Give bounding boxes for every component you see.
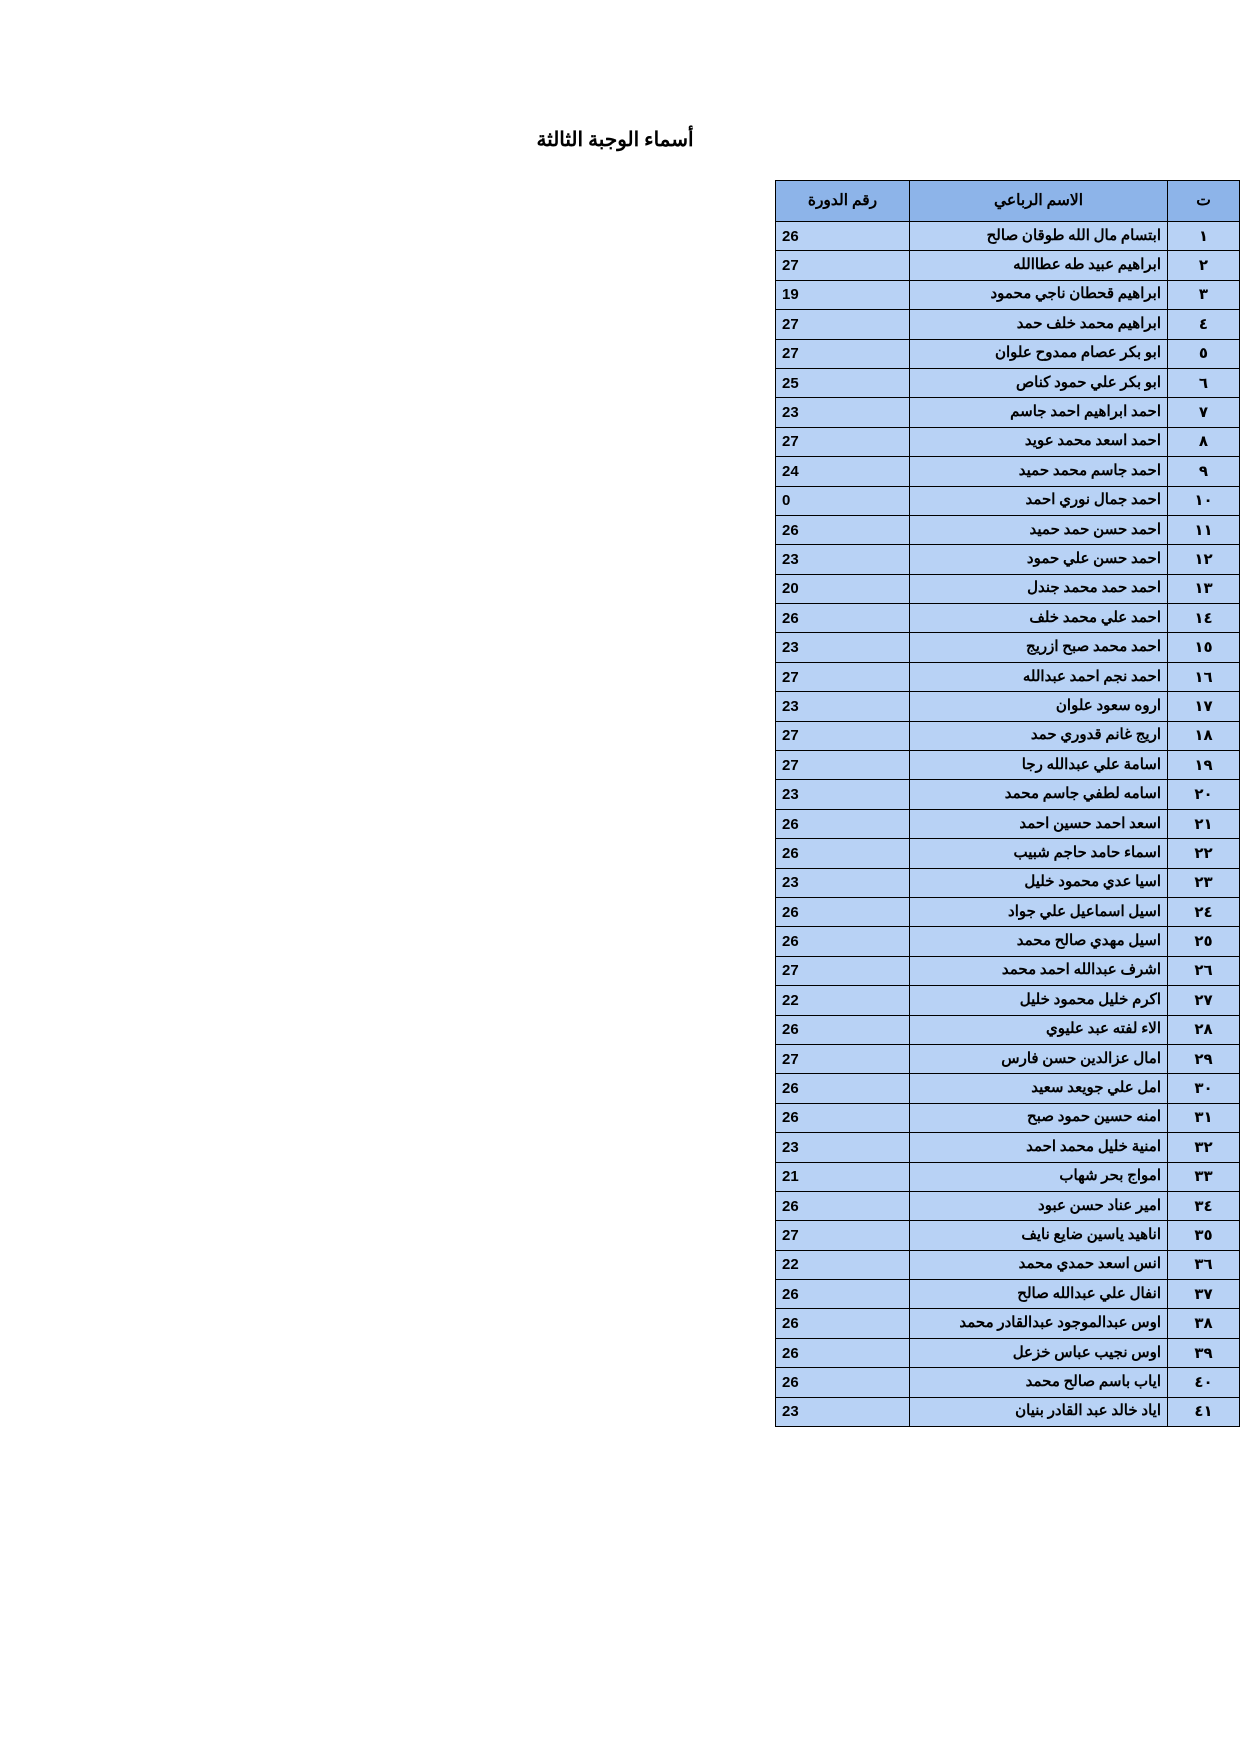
cell-course-number: 23 bbox=[776, 780, 910, 809]
names-table bbox=[775, 180, 1240, 1427]
table-row bbox=[776, 1133, 1240, 1162]
cell-course-number: 26 bbox=[776, 1074, 910, 1103]
cell-serial: ٢٧ bbox=[1168, 986, 1240, 1015]
table-row bbox=[776, 310, 1240, 339]
cell-course-number: 27 bbox=[776, 662, 910, 691]
cell-serial: ٢٣ bbox=[1168, 868, 1240, 897]
table-row bbox=[776, 839, 1240, 868]
table-row bbox=[776, 751, 1240, 780]
cell-serial: ٣١ bbox=[1168, 1103, 1240, 1132]
table-row bbox=[776, 1074, 1240, 1103]
cell-course-number: 23 bbox=[776, 868, 910, 897]
table-row bbox=[776, 897, 1240, 926]
cell-name: اسعد احمد حسين احمد bbox=[910, 809, 1168, 838]
cell-serial: ١٩ bbox=[1168, 751, 1240, 780]
cell-name: احمد جمال نوري احمد bbox=[910, 486, 1168, 515]
table-row bbox=[776, 927, 1240, 956]
table-row bbox=[776, 222, 1240, 251]
cell-course-number: 26 bbox=[776, 515, 910, 544]
table-row bbox=[776, 368, 1240, 397]
cell-serial: ٨ bbox=[1168, 427, 1240, 456]
cell-name: امنية خليل محمد احمد bbox=[910, 1133, 1168, 1162]
cell-serial: ٦ bbox=[1168, 368, 1240, 397]
cell-name: امل علي جويعد سعيد bbox=[910, 1074, 1168, 1103]
cell-name: ابراهيم قحطان ناجي محمود bbox=[910, 280, 1168, 309]
table-row bbox=[776, 956, 1240, 985]
cell-course-number: 27 bbox=[776, 721, 910, 750]
cell-serial: ١٤ bbox=[1168, 604, 1240, 633]
table-header bbox=[776, 181, 1240, 222]
cell-name: الاء لفته عبد عليوي bbox=[910, 1015, 1168, 1044]
cell-serial: ٣٢ bbox=[1168, 1133, 1240, 1162]
table-row bbox=[776, 1280, 1240, 1309]
cell-course-number: 23 bbox=[776, 398, 910, 427]
cell-serial: ٢ bbox=[1168, 251, 1240, 280]
cell-course-number: 26 bbox=[776, 1191, 910, 1220]
table-row bbox=[776, 1044, 1240, 1073]
table-row bbox=[776, 1338, 1240, 1367]
cell-course-number: 23 bbox=[776, 1133, 910, 1162]
cell-serial: ١ bbox=[1168, 222, 1240, 251]
cell-name: امنه حسين حمود صبح bbox=[910, 1103, 1168, 1132]
cell-course-number: 26 bbox=[776, 1103, 910, 1132]
cell-course-number: 27 bbox=[776, 1044, 910, 1073]
cell-course-number: 22 bbox=[776, 986, 910, 1015]
cell-course-number: 27 bbox=[776, 956, 910, 985]
cell-name: اوس نجيب عباس خزعل bbox=[910, 1338, 1168, 1367]
table-row bbox=[776, 251, 1240, 280]
table-row bbox=[776, 633, 1240, 662]
cell-course-number: 27 bbox=[776, 339, 910, 368]
cell-course-number: 26 bbox=[776, 1280, 910, 1309]
cell-serial: ٢٦ bbox=[1168, 956, 1240, 985]
column-header-course: رقم الدورة bbox=[776, 181, 910, 222]
cell-name: اسامة علي عبدالله رجا bbox=[910, 751, 1168, 780]
cell-serial: ١٦ bbox=[1168, 662, 1240, 691]
cell-name: اسيا عدي محمود خليل bbox=[910, 868, 1168, 897]
cell-name: ابتسام مال الله طوقان صالح bbox=[910, 222, 1168, 251]
table-row bbox=[776, 457, 1240, 486]
cell-serial: ٤٠ bbox=[1168, 1368, 1240, 1397]
cell-serial: ٣٣ bbox=[1168, 1162, 1240, 1191]
table-row bbox=[776, 604, 1240, 633]
cell-name: انس اسعد حمدي محمد bbox=[910, 1250, 1168, 1279]
cell-name: احمد محمد صبح ازريج bbox=[910, 633, 1168, 662]
cell-name: امير عناد حسن عبود bbox=[910, 1191, 1168, 1220]
cell-course-number: 22 bbox=[776, 1250, 910, 1279]
cell-name: احمد نجم احمد عبدالله bbox=[910, 662, 1168, 691]
cell-name: احمد حسن علي حمود bbox=[910, 545, 1168, 574]
table-row bbox=[776, 780, 1240, 809]
cell-course-number: 26 bbox=[776, 927, 910, 956]
table-row bbox=[776, 427, 1240, 456]
cell-course-number: 27 bbox=[776, 251, 910, 280]
cell-course-number: 26 bbox=[776, 1338, 910, 1367]
cell-name: اريج غانم قدوري حمد bbox=[910, 721, 1168, 750]
cell-name: ابو بكر عصام ممدوح علوان bbox=[910, 339, 1168, 368]
cell-serial: ٤١ bbox=[1168, 1397, 1240, 1426]
cell-course-number: 26 bbox=[776, 1309, 910, 1338]
cell-course-number: 27 bbox=[776, 751, 910, 780]
column-header-name: الاسم الرباعي bbox=[910, 181, 1168, 222]
cell-serial: ٢٤ bbox=[1168, 897, 1240, 926]
cell-name: اسامه لطفي جاسم محمد bbox=[910, 780, 1168, 809]
cell-serial: ٢٨ bbox=[1168, 1015, 1240, 1044]
cell-serial: ٥ bbox=[1168, 339, 1240, 368]
cell-name: اياب باسم صالح محمد bbox=[910, 1368, 1168, 1397]
cell-name: اسيل مهدي صالح محمد bbox=[910, 927, 1168, 956]
table-row bbox=[776, 1397, 1240, 1426]
cell-course-number: 27 bbox=[776, 310, 910, 339]
cell-name: احمد اسعد محمد عويد bbox=[910, 427, 1168, 456]
table-row bbox=[776, 1191, 1240, 1220]
table-row bbox=[776, 809, 1240, 838]
cell-course-number: 27 bbox=[776, 1221, 910, 1250]
cell-course-number: 20 bbox=[776, 574, 910, 603]
cell-serial: ٣ bbox=[1168, 280, 1240, 309]
cell-name: ابراهيم عبيد طه عطاالله bbox=[910, 251, 1168, 280]
cell-course-number: 26 bbox=[776, 222, 910, 251]
cell-name: اسيل اسماعيل علي جواد bbox=[910, 897, 1168, 926]
cell-serial: ٢٠ bbox=[1168, 780, 1240, 809]
table-row bbox=[776, 398, 1240, 427]
cell-serial: ٧ bbox=[1168, 398, 1240, 427]
cell-name: اكرم خليل محمود خليل bbox=[910, 986, 1168, 1015]
table-row bbox=[776, 1015, 1240, 1044]
cell-serial: ١٨ bbox=[1168, 721, 1240, 750]
table-row bbox=[776, 662, 1240, 691]
table-row bbox=[776, 868, 1240, 897]
cell-course-number: 26 bbox=[776, 839, 910, 868]
cell-course-number: 26 bbox=[776, 897, 910, 926]
cell-course-number: 21 bbox=[776, 1162, 910, 1191]
cell-serial: ٢٥ bbox=[1168, 927, 1240, 956]
cell-course-number: 0 bbox=[776, 486, 910, 515]
cell-course-number: 23 bbox=[776, 545, 910, 574]
page-title: أسماء الوجبة الثالثة bbox=[536, 129, 694, 151]
table-row bbox=[776, 1250, 1240, 1279]
cell-name: اسماء حامد حاجم شبيب bbox=[910, 839, 1168, 868]
cell-course-number: 26 bbox=[776, 604, 910, 633]
table-row bbox=[776, 280, 1240, 309]
cell-course-number: 19 bbox=[776, 280, 910, 309]
table-row bbox=[776, 721, 1240, 750]
cell-serial: ٤ bbox=[1168, 310, 1240, 339]
cell-serial: ٣٩ bbox=[1168, 1338, 1240, 1367]
cell-serial: ١٥ bbox=[1168, 633, 1240, 662]
cell-name: احمد جاسم محمد حميد bbox=[910, 457, 1168, 486]
cell-serial: ٣٤ bbox=[1168, 1191, 1240, 1220]
cell-course-number: 23 bbox=[776, 1397, 910, 1426]
cell-course-number: 26 bbox=[776, 1368, 910, 1397]
cell-name: ابراهيم محمد خلف حمد bbox=[910, 310, 1168, 339]
cell-name: ابو بكر علي حمود كناص bbox=[910, 368, 1168, 397]
cell-serial: ٣٧ bbox=[1168, 1280, 1240, 1309]
cell-serial: ٣٦ bbox=[1168, 1250, 1240, 1279]
table-row bbox=[776, 1103, 1240, 1132]
table-header-row bbox=[776, 181, 1240, 222]
cell-course-number: 25 bbox=[776, 368, 910, 397]
table-body bbox=[776, 222, 1240, 1427]
table-row bbox=[776, 1309, 1240, 1338]
cell-serial: ١٠ bbox=[1168, 486, 1240, 515]
cell-name: انفال علي عبدالله صالح bbox=[910, 1280, 1168, 1309]
cell-course-number: 24 bbox=[776, 457, 910, 486]
cell-name: احمد علي محمد خلف bbox=[910, 604, 1168, 633]
table-row bbox=[776, 1162, 1240, 1191]
table-row bbox=[776, 486, 1240, 515]
cell-name: احمد حسن حمد حميد bbox=[910, 515, 1168, 544]
cell-serial: ٢٩ bbox=[1168, 1044, 1240, 1073]
cell-serial: ١١ bbox=[1168, 515, 1240, 544]
table-row bbox=[776, 692, 1240, 721]
cell-course-number: 23 bbox=[776, 692, 910, 721]
cell-course-number: 26 bbox=[776, 809, 910, 838]
cell-name: امال عزالدين حسن فارس bbox=[910, 1044, 1168, 1073]
cell-serial: ١٢ bbox=[1168, 545, 1240, 574]
cell-name: اناهيد ياسين ضايع نايف bbox=[910, 1221, 1168, 1250]
table-row bbox=[776, 545, 1240, 574]
cell-name: اوس عبدالموجود عبدالقادر محمد bbox=[910, 1309, 1168, 1338]
cell-course-number: 27 bbox=[776, 427, 910, 456]
cell-serial: ٣٨ bbox=[1168, 1309, 1240, 1338]
table-row bbox=[776, 1221, 1240, 1250]
table-row bbox=[776, 1368, 1240, 1397]
cell-course-number: 26 bbox=[776, 1015, 910, 1044]
cell-name: امواج بحر شهاب bbox=[910, 1162, 1168, 1191]
cell-serial: ٢١ bbox=[1168, 809, 1240, 838]
cell-serial: ٣٥ bbox=[1168, 1221, 1240, 1250]
cell-serial: ٣٠ bbox=[1168, 1074, 1240, 1103]
column-header-serial: ت bbox=[1168, 181, 1240, 222]
cell-name: اروه سعود علوان bbox=[910, 692, 1168, 721]
cell-serial: ٩ bbox=[1168, 457, 1240, 486]
cell-name: احمد حمد محمد جندل bbox=[910, 574, 1168, 603]
table-row bbox=[776, 574, 1240, 603]
table-row bbox=[776, 986, 1240, 1015]
table-row bbox=[776, 515, 1240, 544]
cell-serial: ١٣ bbox=[1168, 574, 1240, 603]
cell-serial: ١٧ bbox=[1168, 692, 1240, 721]
cell-name: اشرف عبدالله احمد محمد bbox=[910, 956, 1168, 985]
cell-name: احمد ابراهيم احمد جاسم bbox=[910, 398, 1168, 427]
cell-course-number: 23 bbox=[776, 633, 910, 662]
cell-serial: ٢٢ bbox=[1168, 839, 1240, 868]
table-container bbox=[0, 180, 1240, 1427]
cell-name: اياد خالد عبد القادر بنيان bbox=[910, 1397, 1168, 1426]
table-row bbox=[776, 339, 1240, 368]
